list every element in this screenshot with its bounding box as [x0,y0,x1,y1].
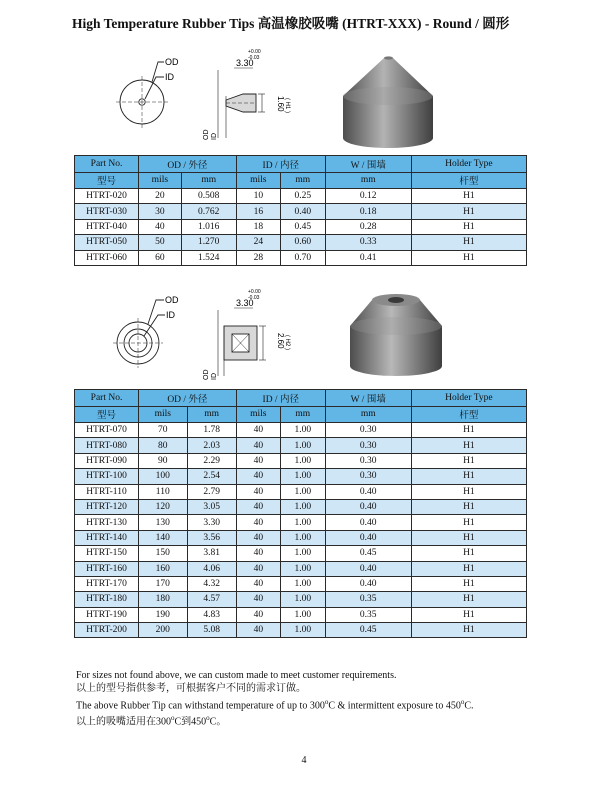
table-row [75,546,527,561]
table-cell: 0.40 [325,484,411,499]
table-cell: 0.12 [325,189,411,204]
table-cell: 0.25 [280,189,325,204]
page-title: High Temperature Rubber Tips 高温橡胶吸嘴 (HTRT-XXX) - Round / 圆形 [72,16,510,31]
table-cell: 3.56 [187,530,236,545]
table-cell: 1.00 [280,423,325,438]
header-holder: Holder Type [411,390,526,407]
header-mm: mm [187,406,236,423]
table-cell: 0.45 [325,546,411,561]
table-cell: 1.00 [280,515,325,530]
tip-drawing-1 [108,48,293,140]
table-cell: 30 [139,204,182,219]
header-mm: mm [325,172,411,189]
part-number-cell: HTRT-070 [75,423,139,438]
table-cell: 0.762 [181,204,236,219]
table-cell: 140 [139,530,188,545]
tip-render-2 [348,292,444,378]
table-cell: 100 [139,469,188,484]
tol-plus: +0.00 [248,289,261,295]
part-number-cell: HTRT-140 [75,530,139,545]
table-cell: 0.40 [325,499,411,514]
table-row [75,250,527,265]
header-id: ID / 内径 [236,390,325,407]
table-cell: 180 [139,592,188,607]
holder-label: ( H2 ) [284,335,290,350]
table-cell: 16 [236,204,280,219]
table-row [75,592,527,607]
header-part-no: Part No. [75,390,139,407]
table-cell: 40 [236,453,280,468]
page-number: 4 [301,755,307,766]
part-number-cell: HTRT-160 [75,561,139,576]
header-mils: mils [236,172,280,189]
header-mm: mm [280,406,325,423]
table-cell: 80 [139,438,188,453]
header-holder-cn: 杆型 [411,406,526,423]
table-cell: 0.40 [325,561,411,576]
tip-drawing-2 [108,288,293,380]
table-cell: 1.016 [181,219,236,234]
header-mm: mm [325,406,411,423]
header-part-no-cn: 型号 [75,172,139,189]
part-number-cell: HTRT-190 [75,607,139,622]
id-label: ID [166,310,175,320]
header-mils: mils [139,406,188,423]
table-cell: H1 [411,499,526,514]
table-cell: 28 [236,250,280,265]
table-cell: 40 [236,607,280,622]
table-cell: H1 [411,484,526,499]
table-cell: H1 [411,438,526,453]
table-cell: 1.78 [187,423,236,438]
dim-width: 3.30 [236,298,254,308]
note-temperature-cn: 以上的吸嘴适用在300$^o$C到450$^o$C。 [76,714,227,728]
header-id: ID / 内径 [236,156,325,173]
table-cell: 0.60 [280,235,325,250]
table-cell: 2.29 [187,453,236,468]
header-part-no: Part No. [75,156,139,173]
table-cell: 1.00 [280,438,325,453]
table-cell: 3.81 [187,546,236,561]
table-cell: H1 [411,576,526,591]
table-cell: 2.03 [187,438,236,453]
table-cell: 1.00 [280,499,325,514]
part-number-cell: HTRT-030 [75,204,139,219]
table-cell: 130 [139,515,188,530]
table-cell: 1.270 [181,235,236,250]
table-cell: 170 [139,576,188,591]
tip-render-1 [340,52,436,150]
table-cell: 1.00 [280,453,325,468]
table-cell: 40 [236,499,280,514]
table-cell: H1 [411,623,526,638]
table-cell: 40 [236,592,280,607]
part-number-cell: HTRT-150 [75,546,139,561]
table-cell: 0.30 [325,469,411,484]
table-cell: 1.00 [280,561,325,576]
table-cell: 0.40 [280,204,325,219]
table-cell: 0.35 [325,607,411,622]
table-cell: 10 [236,189,280,204]
table-cell: 18 [236,219,280,234]
table-cell: H1 [411,423,526,438]
table-cell: H1 [411,607,526,622]
table-cell: 0.40 [325,515,411,530]
table-cell: 40 [236,530,280,545]
table-cell: 4.32 [187,576,236,591]
table-cell: 2.79 [187,484,236,499]
table-cell: 0.18 [325,204,411,219]
table-row [75,530,527,545]
table-cell: 160 [139,561,188,576]
header-mm: mm [280,172,325,189]
tol-plus: +0.00 [248,49,261,55]
table-cell: H1 [411,515,526,530]
table-cell: 0.30 [325,438,411,453]
table-row [75,204,527,219]
holder-label: ( H1 ) [284,98,290,113]
table-cell: 0.28 [325,219,411,234]
header-holder-cn: 杆型 [411,172,526,189]
table-cell: 0.33 [325,235,411,250]
table-row [75,576,527,591]
table-cell: 60 [139,250,182,265]
table-cell: 0.35 [325,592,411,607]
table-cell: 40 [236,546,280,561]
notes [76,669,474,729]
table-cell: 2.54 [187,469,236,484]
table-row [75,607,527,622]
table-cell: 40 [236,484,280,499]
part-number-cell: HTRT-060 [75,250,139,265]
note-custom-en: For sizes not found above, we can custom made to meet customer requirements. [76,670,397,681]
table-cell: H1 [411,530,526,545]
table-cell: 1.524 [181,250,236,265]
table-cell: H1 [411,189,526,204]
table-cell: 110 [139,484,188,499]
table-row [75,235,527,250]
id-vertical: ID [211,373,218,380]
table-row [75,561,527,576]
table-cell: 150 [139,546,188,561]
table-cell: 0.30 [325,453,411,468]
table-cell: 1.00 [280,607,325,622]
id-label: ID [165,72,174,82]
table-cell: 0.70 [280,250,325,265]
table-cell: 40 [236,561,280,576]
table-cell: H1 [411,469,526,484]
od-vertical: OD [203,369,210,380]
table-cell: H1 [411,219,526,234]
part-number-cell: HTRT-100 [75,469,139,484]
id-vertical: ID [211,133,218,140]
table-cell: 4.06 [187,561,236,576]
table-cell: 1.00 [280,484,325,499]
table-cell: H1 [411,250,526,265]
table-cell: 3.30 [187,515,236,530]
header-holder: Holder Type [411,156,526,173]
table-cell: 1.00 [280,530,325,545]
od-label: OD [165,295,179,305]
table-cell: 50 [139,235,182,250]
table-body [75,189,527,266]
table-cell: 1.00 [280,623,325,638]
tol-minus: -0.03 [248,295,260,301]
spec-table-1 [74,155,527,266]
table-cell: 0.40 [325,530,411,545]
table-cell: 120 [139,499,188,514]
part-number-cell: HTRT-040 [75,219,139,234]
table-cell: 1.00 [280,592,325,607]
header-od: OD / 外径 [139,390,237,407]
table-row [75,484,527,499]
table-cell: 1.00 [280,469,325,484]
header-mils: mils [139,172,182,189]
part-number-cell: HTRT-090 [75,453,139,468]
table-cell: 40 [139,219,182,234]
table-cell: 0.30 [325,423,411,438]
table-cell: H1 [411,592,526,607]
dim-height: 1.60 [276,96,285,112]
part-number-cell: HTRT-200 [75,623,139,638]
table-cell: 40 [236,423,280,438]
table-cell: H1 [411,204,526,219]
header-w: W / 围墙 [325,390,411,407]
table-cell: 40 [236,576,280,591]
table-row [75,623,527,638]
part-number-cell: HTRT-050 [75,235,139,250]
table-row [75,219,527,234]
table-cell: 40 [236,469,280,484]
table-cell: 1.00 [280,546,325,561]
part-number-cell: HTRT-120 [75,499,139,514]
table-cell: H1 [411,561,526,576]
table-row [75,189,527,204]
table-cell: 5.08 [187,623,236,638]
part-number-cell: HTRT-020 [75,189,139,204]
table-cell: 0.508 [181,189,236,204]
dim-height: 2.60 [276,333,285,349]
table-cell: H1 [411,235,526,250]
table-body [75,423,527,638]
spec-table-2 [74,389,527,638]
table-cell: 3.05 [187,499,236,514]
table-cell: H1 [411,453,526,468]
note-custom-cn: 以上的型号指供参考，可根据客户不同的需求订做。 [76,683,306,695]
tol-minus: -0.03 [248,55,260,61]
part-number-cell: HTRT-180 [75,592,139,607]
table-cell: 20 [139,189,182,204]
table-row [75,438,527,453]
table-cell: 90 [139,453,188,468]
table-cell: 40 [236,515,280,530]
table-cell: 4.83 [187,607,236,622]
table-row [75,515,527,530]
table-cell: 1.00 [280,576,325,591]
table-cell: 190 [139,607,188,622]
table-cell: 0.45 [325,623,411,638]
part-number-cell: HTRT-170 [75,576,139,591]
table-cell: H1 [411,546,526,561]
part-number-cell: HTRT-080 [75,438,139,453]
header-mils: mils [236,406,280,423]
header-od: OD / 外径 [139,156,237,173]
table-cell: 200 [139,623,188,638]
table-row [75,499,527,514]
table-cell: 0.45 [280,219,325,234]
od-label: OD [165,57,179,67]
part-number-cell: HTRT-130 [75,515,139,530]
table-cell: 70 [139,423,188,438]
table-cell: 0.41 [325,250,411,265]
table-cell: 40 [236,623,280,638]
header-mm: mm [181,172,236,189]
table-row [75,469,527,484]
table-cell: 40 [236,438,280,453]
od-vertical: OD [203,129,210,140]
table-cell: 24 [236,235,280,250]
dim-width: 3.30 [236,58,254,68]
part-number-cell: HTRT-110 [75,484,139,499]
header-part-no-cn: 型号 [75,406,139,423]
note-temperature-en: The above Rubber Tip can withstand temperature of up to 300$^o$C & intermittent exposure to 450$^o$C. [76,697,474,711]
table-row [75,453,527,468]
table-row [75,423,527,438]
header-w: W / 围墙 [325,156,411,173]
table-cell: 4.57 [187,592,236,607]
table-cell: 0.40 [325,576,411,591]
